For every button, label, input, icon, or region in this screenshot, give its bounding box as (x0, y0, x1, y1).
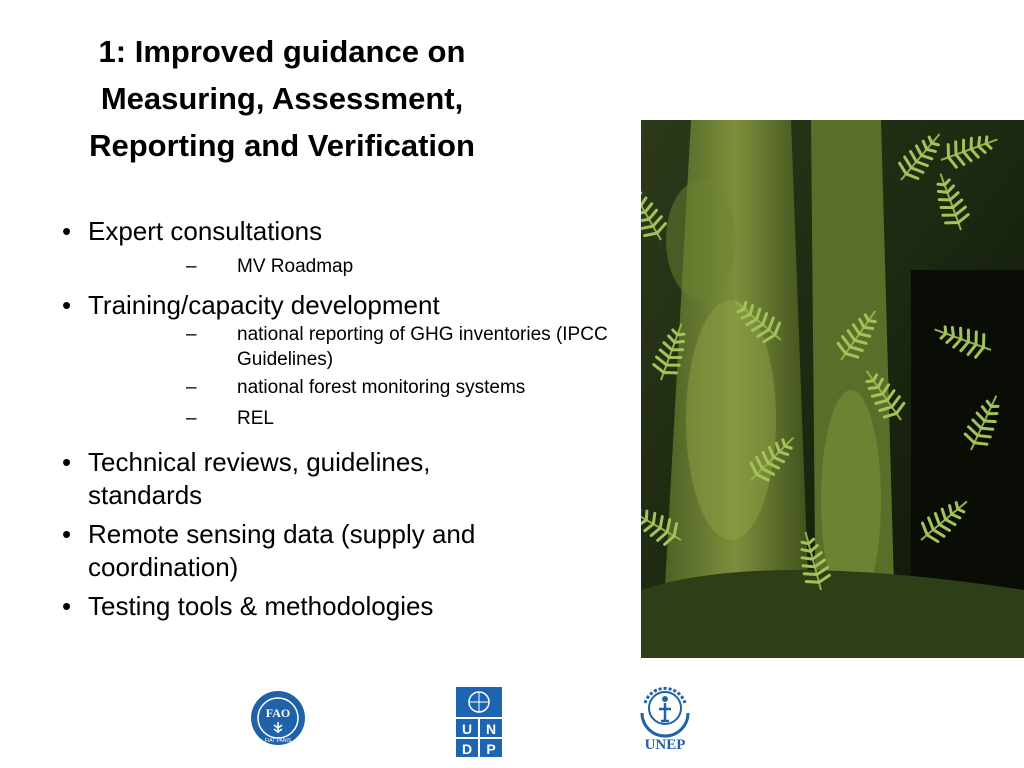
title-line-3: Reporting and Verification (89, 128, 475, 163)
title-line-2: Measuring, Assessment, (100, 81, 464, 116)
bullet-item-testing-tools: • Testing tools & methodologies (62, 590, 622, 623)
sub-item-rel: – REL (62, 406, 622, 431)
fao-motto: FIAT PANIS (264, 738, 292, 744)
fao-letters: FAO (265, 706, 291, 720)
bullet-item-expert-consultations: • Expert consultations (62, 215, 622, 248)
fao-logo (249, 689, 307, 747)
undp-logo (455, 686, 503, 758)
bullet-list (62, 215, 622, 623)
undp-letter-d: D (461, 741, 473, 757)
slide-title (40, 28, 524, 169)
sub-item-national-reporting: – national reporting of GHG inventories (IPCC Guidelines) (62, 322, 622, 372)
bullet-item-technical-reviews: • Technical reviews, guidelines, standards (62, 446, 528, 512)
forest-photo (641, 120, 1024, 658)
undp-letter-n: N (485, 721, 497, 737)
sub-item-forest-monitoring: – national forest monitoring systems (62, 375, 622, 400)
bullet-item-remote-sensing: • Remote sensing data (supply and coordination) (62, 518, 568, 584)
title-line-1: 1: Improved guidance on (98, 34, 466, 69)
unep-logo (636, 683, 694, 755)
undp-letter-p: P (486, 741, 496, 757)
bullet-item-training: • Training/capacity development (62, 289, 622, 322)
sub-item-mv-roadmap: – MV Roadmap (62, 254, 622, 279)
undp-letter-u: U (461, 721, 473, 737)
unep-caption: UNEP (644, 737, 686, 753)
